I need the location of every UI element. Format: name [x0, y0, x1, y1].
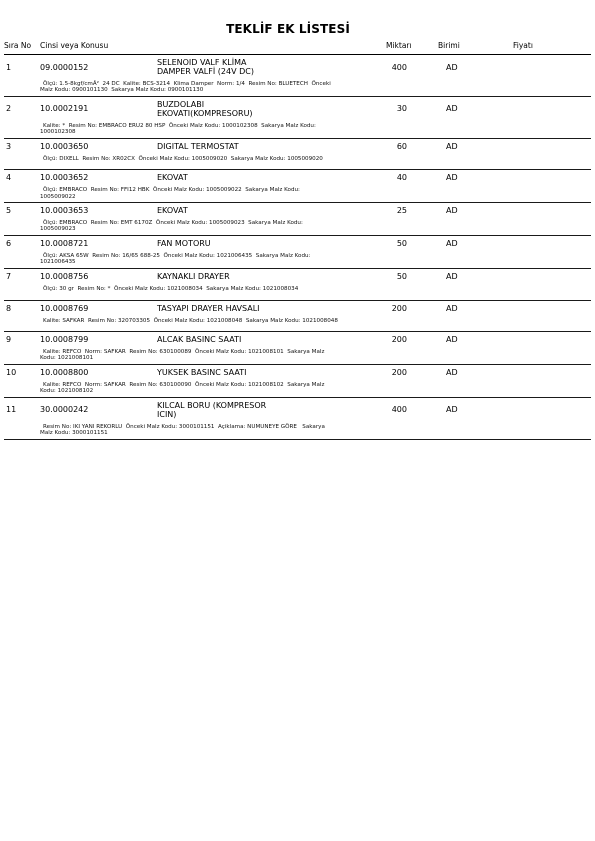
item-detail-line: 1005009022	[40, 193, 76, 200]
item-description-line: YUKSEK BASINC SAATI	[157, 367, 247, 377]
item-unit: AD	[446, 173, 458, 183]
item-unit: AD	[446, 62, 458, 72]
item-main	[0, 368, 595, 377]
item-description	[157, 368, 382, 377]
item-unit: AD	[446, 272, 458, 282]
item-detail	[40, 187, 595, 199]
item-code: 10.0003653	[40, 206, 89, 216]
item-row	[0, 170, 595, 203]
item-description	[157, 206, 382, 215]
item-quantity: 200	[391, 335, 407, 345]
item-detail-line: Malz Kodu: 3000101151	[40, 430, 108, 437]
item-detail-line: Kalite: REFCO Norm: SAFKAR Resim No: 630100089 Önceki Malz Kodu: 1021008101 Sakarya Malz	[43, 349, 325, 356]
item-description	[157, 304, 382, 313]
item-main	[0, 100, 595, 118]
item-main	[0, 401, 595, 419]
item-quantity: 50	[396, 239, 407, 249]
item-detail	[40, 156, 595, 162]
item-detail-line: Kalite: REFCO Norm: SAFKAR Resim No: 630100090 Önceki Malz Kodu: 1021008102 Sakarya Malz	[43, 381, 325, 388]
item-code: 30.0000242	[40, 405, 89, 415]
item-description-line: SELENOID VALF KLİMA	[157, 58, 247, 67]
item-description-line: EKOVATI(KOMPRESORU)	[157, 108, 253, 118]
column-header-birim: Birimi	[438, 41, 460, 50]
item-row	[0, 55, 595, 97]
item-description-line: KAYNAKLI DRAYER	[157, 272, 230, 282]
item-sira-no: 6	[6, 239, 12, 249]
item-sira-no: 1	[6, 62, 12, 72]
item-detail	[40, 220, 595, 232]
item-detail-line: Ölçü: 1.5-8kgf/cmÂ² 24 DC Kalite: BCS-3214 Klima Damper Norm: 1/4 Resim No: BLUETECH Önceki	[43, 81, 331, 87]
item-main	[0, 304, 595, 313]
item-code: 09.0000152	[40, 62, 89, 72]
item-code: 10.0008769	[40, 303, 89, 313]
item-description	[157, 100, 382, 118]
item-row	[0, 97, 595, 139]
item-detail	[40, 253, 595, 265]
item-description-line: EKOVAT	[157, 173, 188, 183]
item-detail-line: Kodu: 1021008102	[40, 388, 94, 395]
item-sira-no: 8	[6, 303, 12, 313]
item-description	[157, 335, 382, 344]
item-unit: AD	[446, 206, 458, 216]
item-detail	[40, 123, 595, 135]
item-row	[0, 269, 595, 301]
column-header-fiyat: Fiyatı	[513, 41, 533, 50]
item-quantity: 200	[391, 303, 407, 313]
item-detail-line: 1021006435	[40, 259, 76, 266]
item-row	[0, 236, 595, 269]
item-sira-no: 11	[6, 405, 17, 415]
item-sira-no: 10	[6, 367, 17, 377]
item-detail	[40, 349, 595, 361]
item-quantity: 30	[396, 104, 407, 114]
item-unit: AD	[446, 367, 458, 377]
item-description-line: KILCAL BORU (KOMPRESOR	[157, 400, 267, 410]
item-sira-no: 2	[6, 104, 12, 114]
item-description	[157, 173, 382, 182]
item-description-line: DIGITAL TERMOSTAT	[157, 141, 239, 151]
item-detail-line: Ölçü: AKSA 65W Resim No: 16/65 688-25 Önceki Malz Kodu: 1021006435 Sakarya Malz Kodu:	[43, 253, 311, 260]
item-description	[157, 58, 382, 76]
item-main	[0, 173, 595, 182]
item-main	[0, 239, 595, 248]
item-detail-line: Ölçü: EMBRACO Resim No: FFI12 HBK Önceki Malz Kodu: 1005009022 Sakarya Malz Kodu:	[43, 187, 300, 194]
item-row	[0, 332, 595, 365]
item-detail-line: Ölçü: 30 gr Resim No: * Önceki Malz Kodu: 1021008034 Sakarya Malz Kodu: 1021008034	[43, 286, 299, 293]
item-row	[0, 139, 595, 171]
item-description	[157, 272, 382, 281]
item-row	[0, 301, 595, 333]
item-detail	[40, 424, 595, 436]
item-main	[0, 58, 595, 76]
item-detail-line: Kalite: * Resim No: EMBRACO ERU2 80 HSP Önceki Malz Kodu: 1000102308 Sakarya Malz Kodu:	[43, 122, 316, 129]
item-sira-no: 9	[6, 335, 12, 345]
item-description	[157, 239, 382, 248]
item-description-line: BUZDOLABI	[157, 99, 205, 109]
item-sira-no: 3	[6, 141, 12, 151]
item-sira-no: 4	[6, 173, 12, 183]
item-unit: AD	[446, 303, 458, 313]
item-main	[0, 206, 595, 215]
item-detail-line: Malz Kodu: 0900101130 Sakarya Malz Kodu: 0900101130	[40, 87, 204, 94]
item-description-line: ICIN)	[157, 409, 177, 419]
item-detail-line: Kodu: 1021008101	[40, 355, 94, 362]
column-header-sira-no: Sıra No	[4, 41, 32, 50]
item-detail	[40, 81, 595, 93]
item-unit: AD	[446, 104, 458, 114]
item-quantity: 400	[391, 405, 407, 415]
item-description-line: TASYAPI DRAYER HAVSALI	[157, 303, 260, 313]
item-code: 10.0003650	[40, 141, 89, 151]
item-description-line: DAMPER VALFİ (24V DC)	[157, 67, 254, 76]
item-detail-line: 1000102308	[40, 129, 76, 136]
item-description	[157, 401, 382, 419]
item-detail-line: Ölçü: EMBRACO Resim No: EMT 6170Z Önceki Malz Kodu: 1005009023 Sakarya Malz Kodu:	[43, 220, 303, 227]
item-unit: AD	[446, 141, 458, 151]
item-quantity: 25	[396, 206, 407, 216]
item-quantity: 200	[391, 367, 407, 377]
item-detail	[40, 286, 595, 292]
item-code: 10.0003652	[40, 173, 89, 183]
item-row	[0, 203, 595, 236]
item-code: 10.0008721	[40, 239, 89, 249]
item-row	[0, 398, 595, 440]
item-sira-no: 7	[6, 272, 12, 282]
item-sira-no: 5	[6, 206, 12, 216]
item-detail	[40, 382, 595, 394]
item-quantity: 40	[396, 173, 407, 183]
item-description-line: ALCAK BASINC SAATI	[157, 335, 242, 345]
item-row	[0, 365, 595, 398]
item-main	[0, 335, 595, 344]
item-detail-line: Ölçü: DIXELL Resim No: XR02CX Önceki Malz Kodu: 1005009020 Sakarya Malz Kodu: 1005009020	[43, 155, 323, 162]
item-main	[0, 142, 595, 151]
item-description	[157, 142, 382, 151]
item-unit: AD	[446, 405, 458, 415]
column-header-cinsi: Cinsi veya Konusu	[40, 41, 109, 50]
item-code: 10.0002191	[40, 104, 89, 114]
item-description-line: EKOVAT	[157, 206, 188, 216]
item-detail-line: Resim No: IKI YANI REKORLU Önceki Malz Kodu: 3000101151 Açiklama: NUMUNEYE GÖRE Sakarya	[43, 423, 325, 430]
item-code: 10.0008800	[40, 367, 89, 377]
item-main	[0, 272, 595, 281]
item-detail-line: Kalite: SAFKAR Resim No: 320703305 Önceki Malz Kodu: 1021008048 Sakarya Malz Kodu: 1021008048	[43, 317, 338, 324]
item-code: 10.0008799	[40, 335, 89, 345]
column-header-miktar: Miktarı	[386, 41, 412, 50]
item-code: 10.0008756	[40, 272, 89, 282]
item-unit: AD	[446, 239, 458, 249]
item-quantity: 60	[396, 141, 407, 151]
item-unit: AD	[446, 335, 458, 345]
item-detail-line: 1005009023	[40, 226, 76, 233]
item-description-line: FAN MOTORU	[157, 239, 211, 249]
item-quantity: 50	[396, 272, 407, 282]
item-detail	[40, 318, 595, 324]
item-quantity: 400	[391, 62, 407, 72]
item-list	[0, 55, 595, 440]
document-title: TEKLİF EK LİSTESİ	[226, 22, 350, 36]
